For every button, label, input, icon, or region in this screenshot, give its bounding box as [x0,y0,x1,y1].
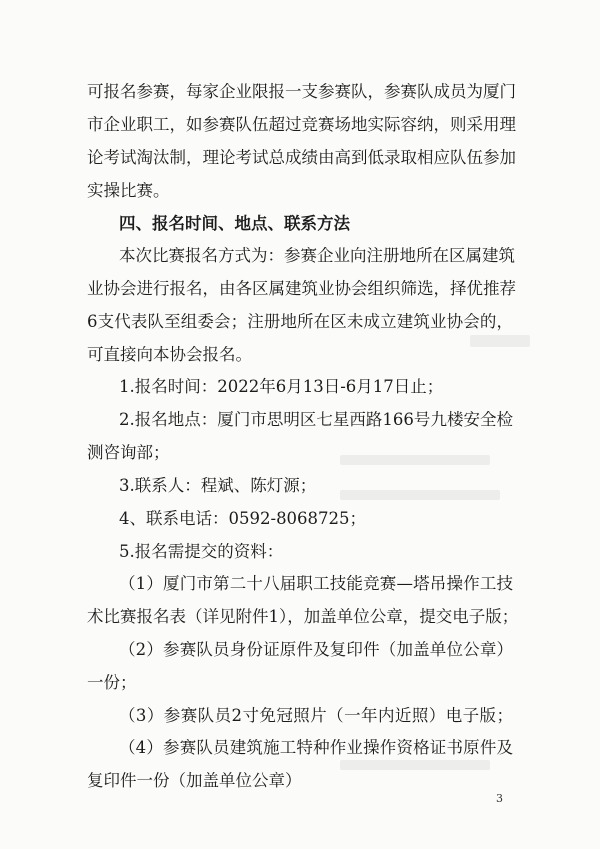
contact-phone: 4、联系电话：0592-8068725； [119,509,367,528]
scan-artifact [340,455,490,465]
scan-artifact [340,490,500,500]
body-line-8: 6支代表队至组委会；注册地所在区未成立建筑业协会的， [87,312,513,331]
material-item-1: （1）厦门市第二十八届职工技能竞赛—塔吊操作工技 [119,574,513,593]
body-line-1: 可报名参赛，每家企业限报一支参赛队，参赛队成员为厦门 [87,82,516,101]
body-line-6: 本次比赛报名方式为：参赛企业向注册地所在区属建筑 [119,246,515,265]
section-heading: 四、报名时间、地点、联系方法 [119,214,350,233]
page-number: 3 [496,792,503,805]
body-line-3: 论考试淘汰制，理论考试总成绩由高到低录取相应队伍参加 [87,148,516,167]
body-line-7: 业协会进行报名，由各区属建筑业协会组织筛选，择优推荐 [87,279,516,298]
registration-location-cont: 测咨询部； [87,443,170,462]
material-item-2-cont: 一份； [87,673,137,692]
material-item-2: （2）参赛队员身份证原件及复印件（加盖单位公章） [119,640,513,659]
material-item-4: （4）参赛队员建筑施工特种作业操作资格证书原件及 [119,738,513,757]
scan-artifact [470,335,530,347]
registration-location: 2.报名地点：厦门市思明区七星西路166号九楼安全检 [119,410,513,429]
scan-artifact [340,760,490,770]
body-line-2: 市企业职工，如参赛队伍超过竞赛场地实际容纳，则采用理 [87,115,516,134]
body-line-9: 可直接向本协会报名。 [87,345,252,364]
contact-person: 3.联系人：程斌、陈灯源； [119,476,317,495]
material-item-3: （3）参赛队员2寸免冠照片（一年内近照）电子版； [119,706,513,725]
material-item-4-cont: 复印件一份（加盖单位公章） [87,771,302,790]
material-item-1-cont: 术比赛报名表（详见附件1），加盖单位公章，提交电子版； [87,607,519,626]
registration-time: 1.报名时间：2022年6月13日-6月17日止； [119,377,444,396]
body-line-4: 实操比赛。 [87,181,170,200]
required-materials-heading: 5.报名需提交的资料： [119,542,284,561]
